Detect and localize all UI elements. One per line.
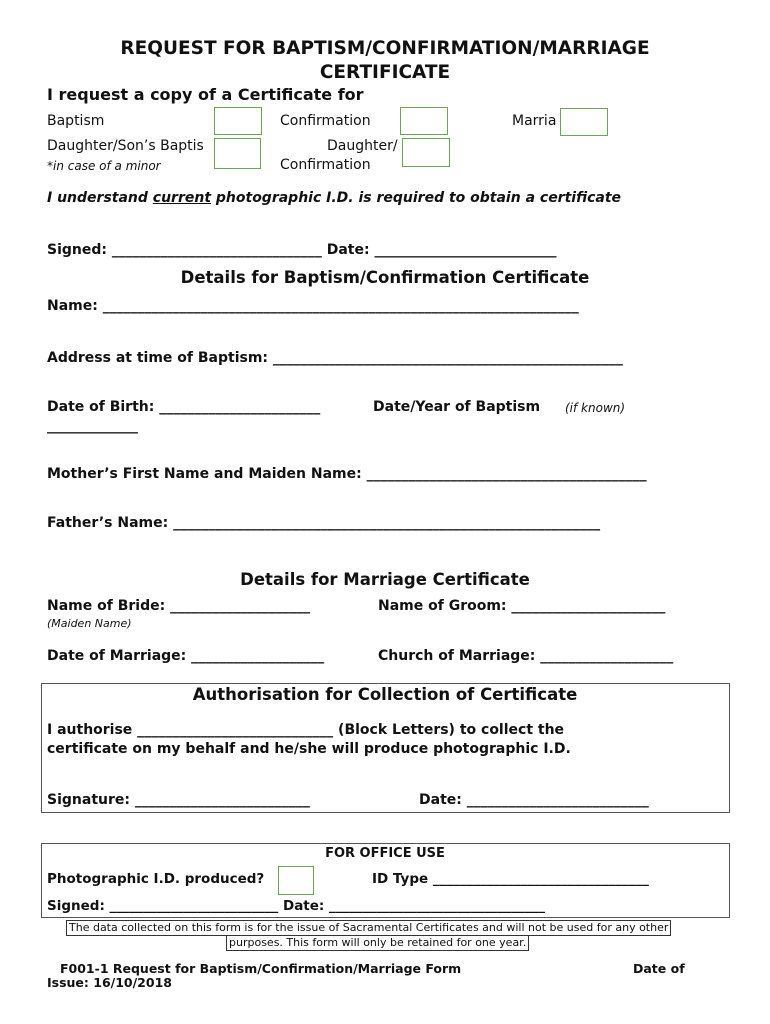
photo-id-label: Photographic I.D. produced? (47, 871, 265, 887)
footer-form-code: F001-1 Request for Baptism/Confirmation/Marriage Form (60, 961, 462, 976)
option-baptism-label: Baptism (47, 113, 105, 129)
photo-id-checkbox[interactable] (278, 866, 314, 895)
maiden-name-note: (Maiden Name) (47, 617, 132, 630)
option-child-confirmation-label-2: Confirmation (280, 157, 371, 173)
mother-name-field[interactable]: Mother’s First Name and Maiden Name: ________________________________________ (47, 466, 647, 482)
marriage-checkbox[interactable] (560, 108, 608, 136)
baptism-section-heading: Details for Baptism/Confirmation Certificate (180, 268, 590, 287)
option-marriage-label: Marria (512, 113, 557, 129)
form-title-line1: REQUEST FOR BAPTISM/CONFIRMATION/MARRIAGE (120, 38, 650, 59)
office-signed-date-line[interactable]: Signed: _________________________ Date: ________________________________ (47, 898, 546, 914)
marriage-section-heading: Details for Marriage Certificate (240, 570, 530, 589)
child-baptism-checkbox[interactable] (214, 138, 261, 169)
minor-note: *in case of a minor (47, 159, 161, 173)
address-field[interactable]: Address at time of Baptism: __________________________________________________ (47, 350, 623, 366)
authorisation-heading: Authorisation for Collection of Certificate (192, 685, 578, 704)
option-child-confirmation-label: Daughter/ (327, 138, 398, 154)
marriage-church-field[interactable]: Church of Marriage: ___________________ (378, 648, 674, 664)
groom-name-field[interactable]: Name of Groom: ______________________ (378, 598, 666, 614)
baptism-date-field[interactable]: _____________ (47, 418, 138, 434)
baptism-checkbox[interactable] (214, 107, 262, 135)
father-name-field[interactable]: Father’s Name: _____________________________________________________________ (47, 515, 601, 531)
id-notice-pre: I understand (47, 190, 153, 206)
form-title-line2: CERTIFICATE (319, 62, 451, 83)
id-notice-emph: current (152, 190, 212, 206)
footer-issue-date: Issue: 16/10/2018 (47, 975, 172, 990)
footer-date-of: Date of (633, 961, 685, 976)
authorise-line1[interactable]: I authorise ____________________________ (Block Letters) to collect the (47, 722, 565, 738)
name-field[interactable]: Name: ____________________________________________________________________ (47, 298, 579, 314)
privacy-notice-line2: purposes. This form will only be retained for one year. (226, 935, 529, 951)
authorise-date-field[interactable]: Date: __________________________ (419, 792, 649, 808)
baptism-date-label: Date/Year of Baptism (373, 399, 541, 415)
option-confirmation-label: Confirmation (280, 113, 371, 129)
id-notice (47, 190, 621, 206)
marriage-date-field[interactable]: Date of Marriage: ___________________ (47, 648, 325, 664)
dob-field[interactable]: Date of Birth: _______________________ (47, 399, 321, 415)
id-notice-post: photographic I.D. is required to obtain a certificate (211, 190, 622, 206)
office-use-heading: FOR OFFICE USE (325, 846, 445, 861)
if-known-note: (if known) (565, 401, 626, 415)
authorise-line2: certificate on my behalf and he/she will produce photographic I.D. (47, 741, 571, 757)
child-confirmation-checkbox[interactable] (402, 138, 450, 167)
authorise-signature-field[interactable]: Signature: _________________________ (47, 792, 310, 808)
signed-date-line[interactable]: Signed: ______________________________ Date: __________________________ (47, 242, 557, 258)
id-type-field[interactable]: ID Type ________________________________ (372, 871, 649, 887)
option-child-baptism-label: Daughter/Son’s Baptis (47, 138, 204, 154)
bride-name-field[interactable]: Name of Bride: ____________________ (47, 598, 311, 614)
confirmation-checkbox[interactable] (400, 107, 448, 135)
request-heading: I request a copy of a Certificate for (47, 85, 364, 104)
privacy-notice-line1: The data collected on this form is for the issue of Sacramental Certificates and will not be used for any other (66, 920, 671, 936)
